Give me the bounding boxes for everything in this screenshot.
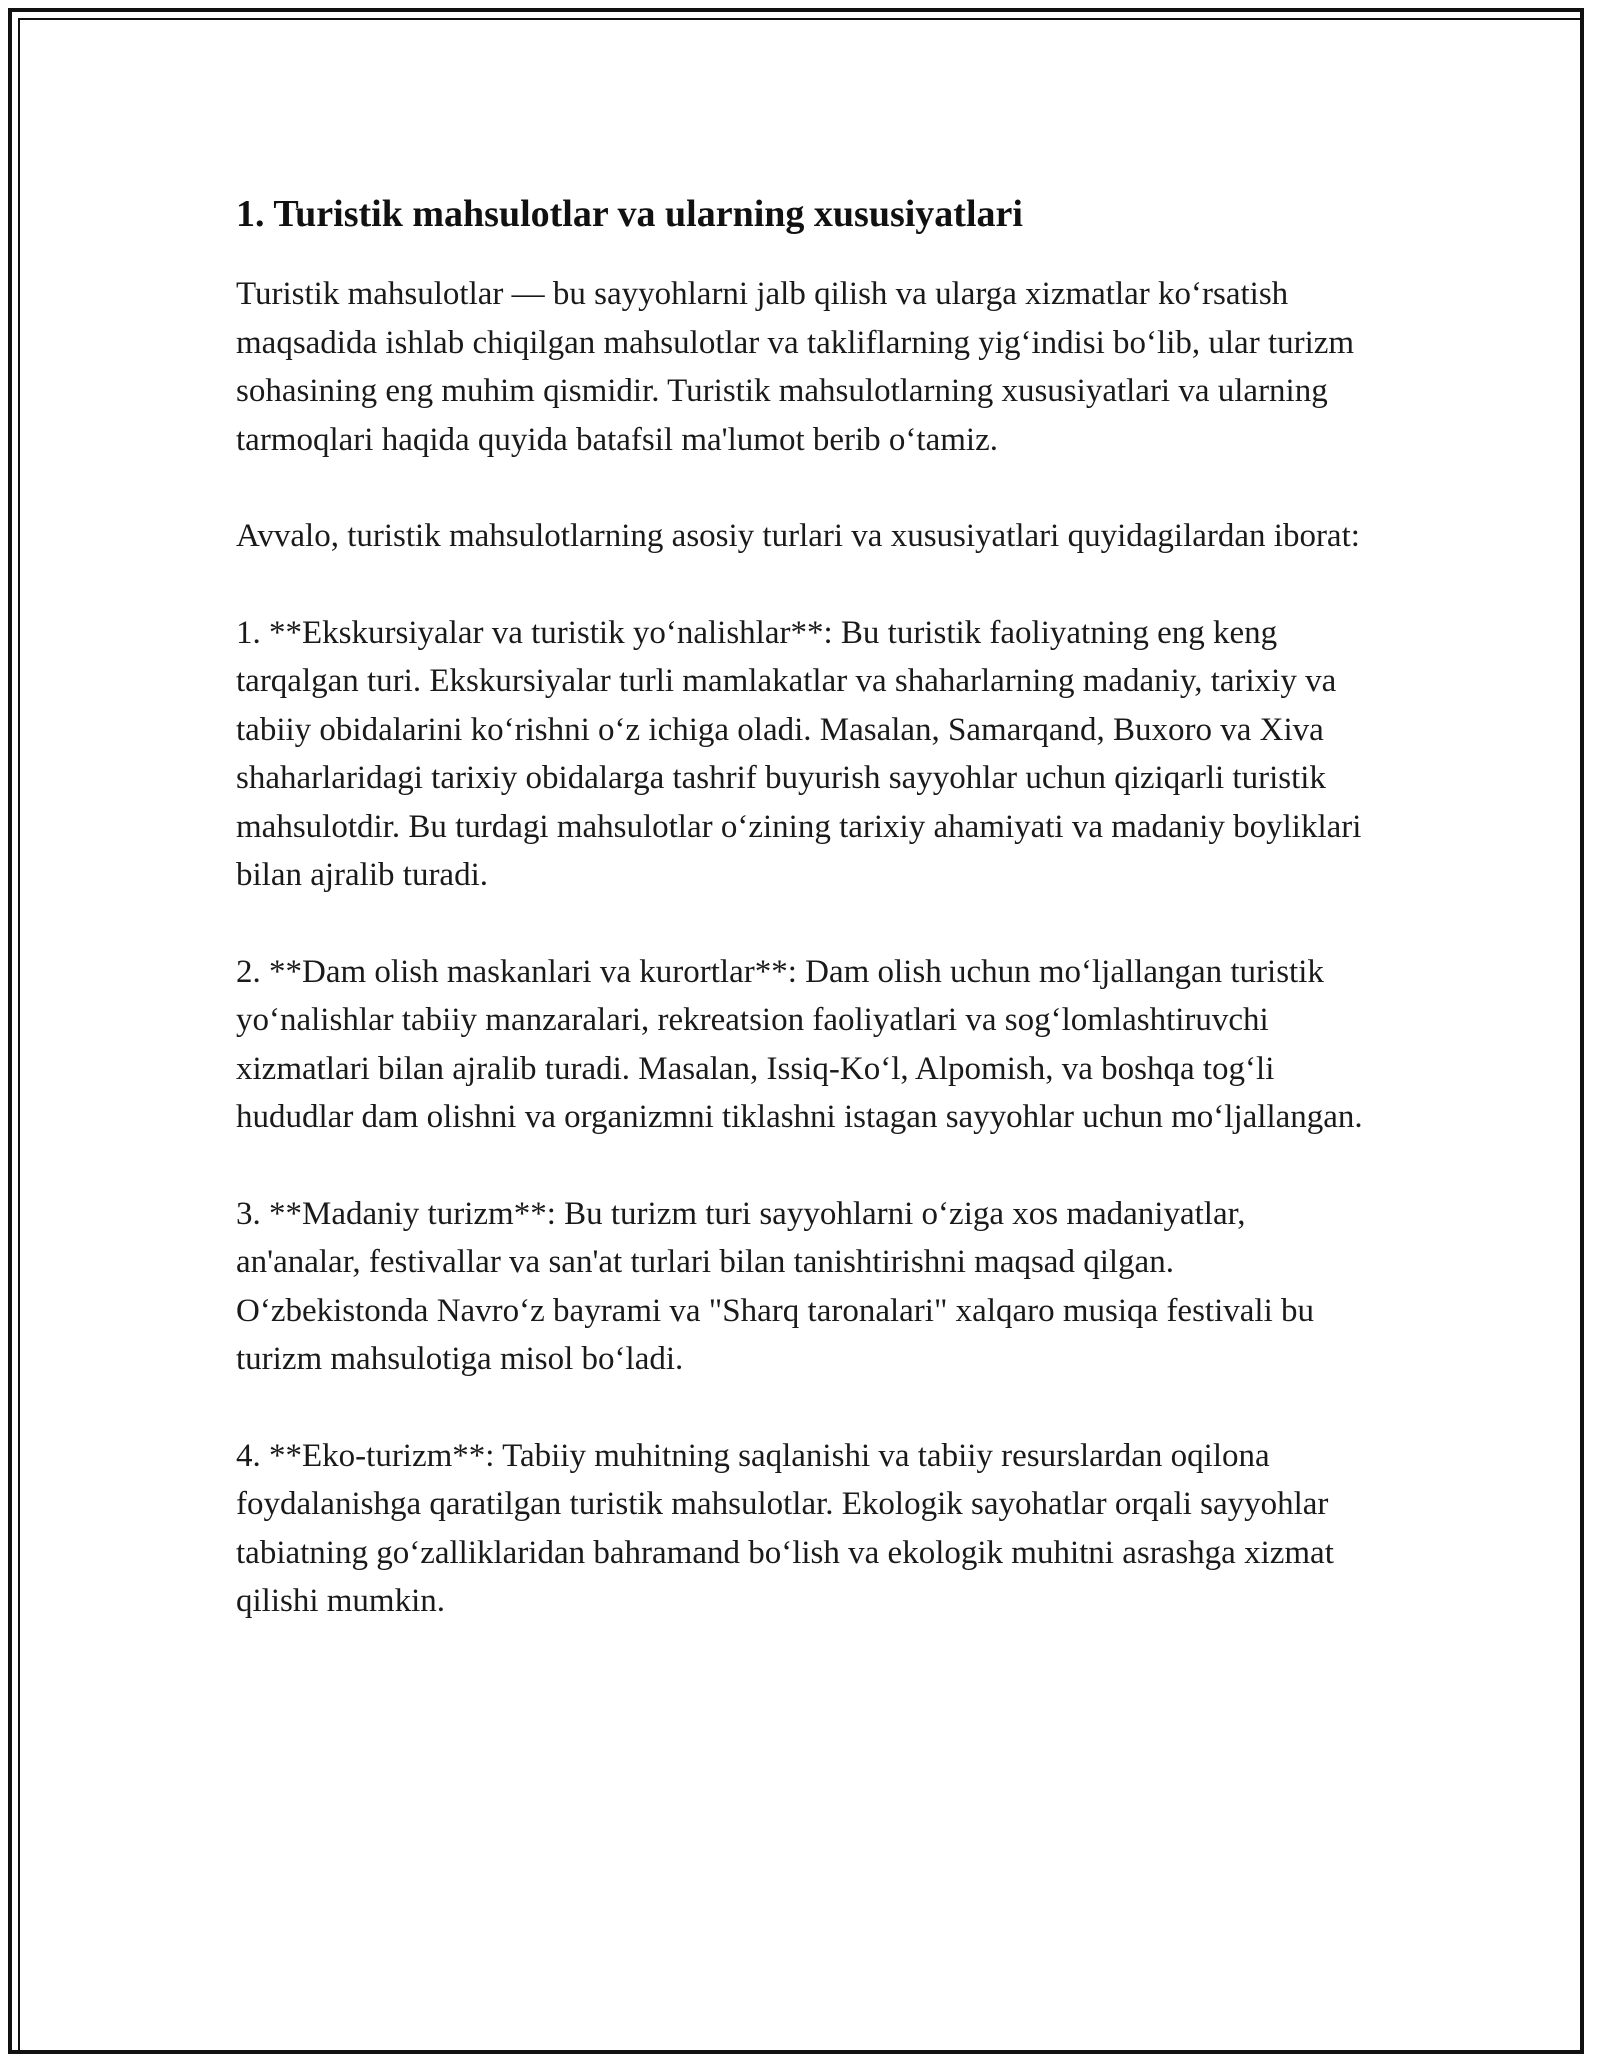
document-body bbox=[236, 186, 1366, 1674]
paragraph-item-1: 1. **Ekskursiyalar va turistik yo‘nalishlar**: Bu turistik faoliyatning eng keng tarqalgan turi. Ekskursiyalar turli mamlakatlar va shaharlarning madaniy, tarixiy va tabiiy obidalarini ko‘rishni o‘z ichiga oladi. Masalan, Samarqand, Buxoro va Xiva shaharlaridagi tarixiy obidalarga tashrif buyurish sayyohlar uchun qiziqarli turistik mahsulotdir. Bu turdagi mahsulotlar o‘zining tarixiy ahamiyati va madaniy boyliklari bilan ajralib turadi. bbox=[236, 614, 1362, 893]
section-heading: 1. Turistik mahsulotlar va ularning xususiyatlari bbox=[236, 193, 1023, 235]
paragraph-item-2: 2. **Dam olish maskanlari va kurortlar**: Dam olish uchun mo‘ljallangan turistik yo‘nalishlar tabiiy manzaralari, rekreatsion faoliyatlari va sog‘lomlashtiruvchi xizmatlari bilan ajralib turadi. Masalan, Issiq-Ko‘l, Alpomish, va boshqa tog‘li hududlar dam olishni va organizmni tiklashni istagan sayyohlar uchun mo‘ljallangan. bbox=[236, 953, 1363, 1135]
paragraph-item-4: 4. **Eko-turizm**: Tabiiy muhitning saqlanishi va tabiiy resurslardan oqilona foydalanishga qaratilgan turistik mahsulotlar. Ekologik sayohatlar orqali sayyohlar tabiatning go‘zalliklaridan bahramand bo‘lish va ekologik muhitni asrashga xizmat qilishi mumkin. bbox=[236, 1437, 1334, 1619]
paragraph-lead-in: Avvalo, turistik mahsulotlarning asosiy turlari va xususiyatlari quyidagilardan iborat: bbox=[236, 518, 1360, 554]
paragraph-item-3: 3. **Madaniy turizm**: Bu turizm turi sayyohlarni o‘ziga xos madaniyatlar, an'analar, festivallar va san'at turlari bilan tanishtirishni maqsad qilgan. O‘zbekistonda Navro‘z bayrami va "Sharq taronalari" xalqaro musiqa festivali bu turizm mahsulotiga misol bo‘ladi. bbox=[236, 1195, 1314, 1377]
paragraph-intro: Turistik mahsulotlar — bu sayyohlarni jalb qilish va ularga xizmatlar ko‘rsatish maqsadida ishlab chiqilgan mahsulotlar va takliflarning yig‘indisi bo‘lib, ular turizm sohasining eng muhim qismidir. Turistik mahsulotlarning xususiyatlari va ularning tarmoqlari haqida quyida batafsil ma'lumot berib o‘tamiz. bbox=[236, 276, 1355, 458]
